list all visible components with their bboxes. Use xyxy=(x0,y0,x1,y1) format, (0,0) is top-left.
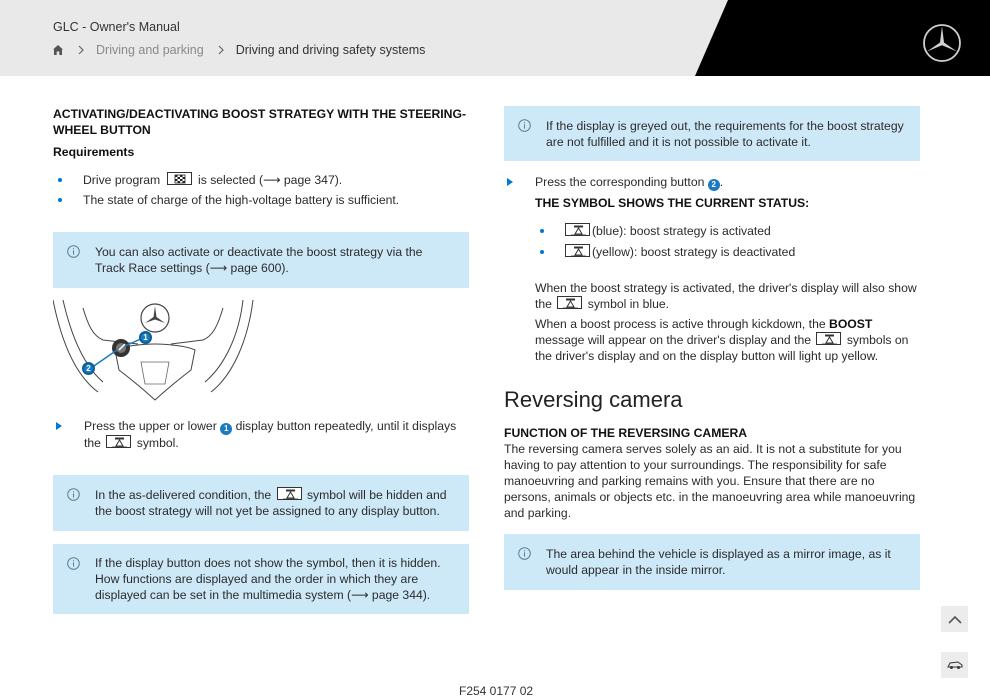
list-item: Drive program is selected (⟶ page 347). xyxy=(53,172,469,188)
race-flag-icon xyxy=(167,172,192,185)
chevron-right-icon xyxy=(78,45,84,55)
status-list xyxy=(504,223,920,260)
info-icon xyxy=(67,488,80,505)
step-arrow-icon xyxy=(56,422,62,430)
right-column xyxy=(504,106,920,590)
boost-symbol-icon xyxy=(565,223,590,236)
breadcrumb xyxy=(52,43,425,57)
left-column xyxy=(53,106,469,614)
info-icon xyxy=(518,119,531,136)
boost-symbol-icon xyxy=(106,435,131,448)
chevron-right-icon xyxy=(218,45,224,55)
list-item: (yellow): boost strategy is deactivated xyxy=(535,244,920,260)
info-box: In the as-delivered condition, the symbol will be hidden and the boost strategy will not yet be assigned to any display button. xyxy=(53,475,469,531)
instruction-step: Press the upper or lower 1 display button repeatedly, until it displays the symbol. xyxy=(53,418,469,452)
info-box: You can also activate or deactivate the boost strategy via the Track Race settings (⟶ page 600). xyxy=(53,232,469,288)
list-item: The state of charge of the high-voltage battery is sufficient. xyxy=(53,192,469,208)
step-arrow-icon xyxy=(507,178,513,186)
boost-symbol-icon xyxy=(557,296,582,309)
info-box: If the display button does not show the symbol, then it is hidden. How functions are displayed and the order in which they are displayed can be set in the multimedia system (⟶ page 344). xyxy=(53,544,469,614)
breadcrumb-current: Driving and driving safety systems xyxy=(235,43,426,57)
callout-2-badge: 2 xyxy=(708,179,720,191)
info-icon xyxy=(518,547,531,564)
requirements-list xyxy=(53,172,469,208)
paragraph: When the boost strategy is activated, the driver's display will also show the symbol in blue. xyxy=(535,281,917,311)
home-icon[interactable] xyxy=(52,44,64,56)
info-icon xyxy=(67,245,80,262)
model-switch-button[interactable] xyxy=(941,652,968,678)
section-heading: ACTIVATING/DEACTIVATING BOOST STRATEGY WITH THE STEERING-WHEEL BUTTON xyxy=(53,107,467,137)
paragraph: The reversing camera serves solely as an aid. It is not a substitute for you having to pay attention to your surroundings. The responsibility for safe manoeuvring and parking remains with you. Ensure that there are no persons, animals or objects etc. in the manoeuvring area while manoeuvring and parking. xyxy=(504,442,916,520)
function-heading: FUNCTION OF THE REVERSING CAMERA xyxy=(504,426,748,440)
section-title: Reversing camera xyxy=(504,387,683,412)
scroll-to-top-button[interactable] xyxy=(941,606,968,632)
list-item: (blue): boost strategy is activated xyxy=(535,223,920,239)
callout-1-badge: 1 xyxy=(220,423,232,435)
chevron-up-icon xyxy=(948,615,962,624)
breadcrumb-link[interactable]: Driving and parking xyxy=(96,43,204,57)
info-icon xyxy=(67,557,80,574)
car-icon xyxy=(947,660,963,670)
requirements-label: Requirements xyxy=(53,145,135,159)
info-box: If the display is greyed out, the requirements for the boost strategy are not fulfilled and it is not possible to activate it. xyxy=(504,106,920,161)
brand-star-logo[interactable] xyxy=(922,23,962,63)
page-header xyxy=(0,0,990,76)
boost-symbol-icon xyxy=(565,244,590,257)
status-heading: THE SYMBOL SHOWS THE CURRENT STATUS: xyxy=(535,196,810,210)
callout-2-badge: 2 xyxy=(82,362,95,375)
figure-caption: F254 0177 02 xyxy=(459,684,534,698)
doc-title: GLC - Owner's Manual xyxy=(53,20,180,34)
callout-1-badge: 1 xyxy=(139,331,152,344)
steering-wheel-illustration xyxy=(53,300,263,408)
boost-symbol-icon xyxy=(277,487,302,500)
info-box: The area behind the vehicle is displayed as a mirror image, as it would appear in the inside mirror. xyxy=(504,534,920,590)
boost-symbol-icon xyxy=(816,332,841,345)
paragraph: When a boost process is active through kickdown, the BOOST message will appear on the driver's display and the symbols on the driver's display and on the display button will light up yellow. xyxy=(535,317,909,363)
instruction-step: Press the corresponding button 2 . xyxy=(504,174,920,191)
